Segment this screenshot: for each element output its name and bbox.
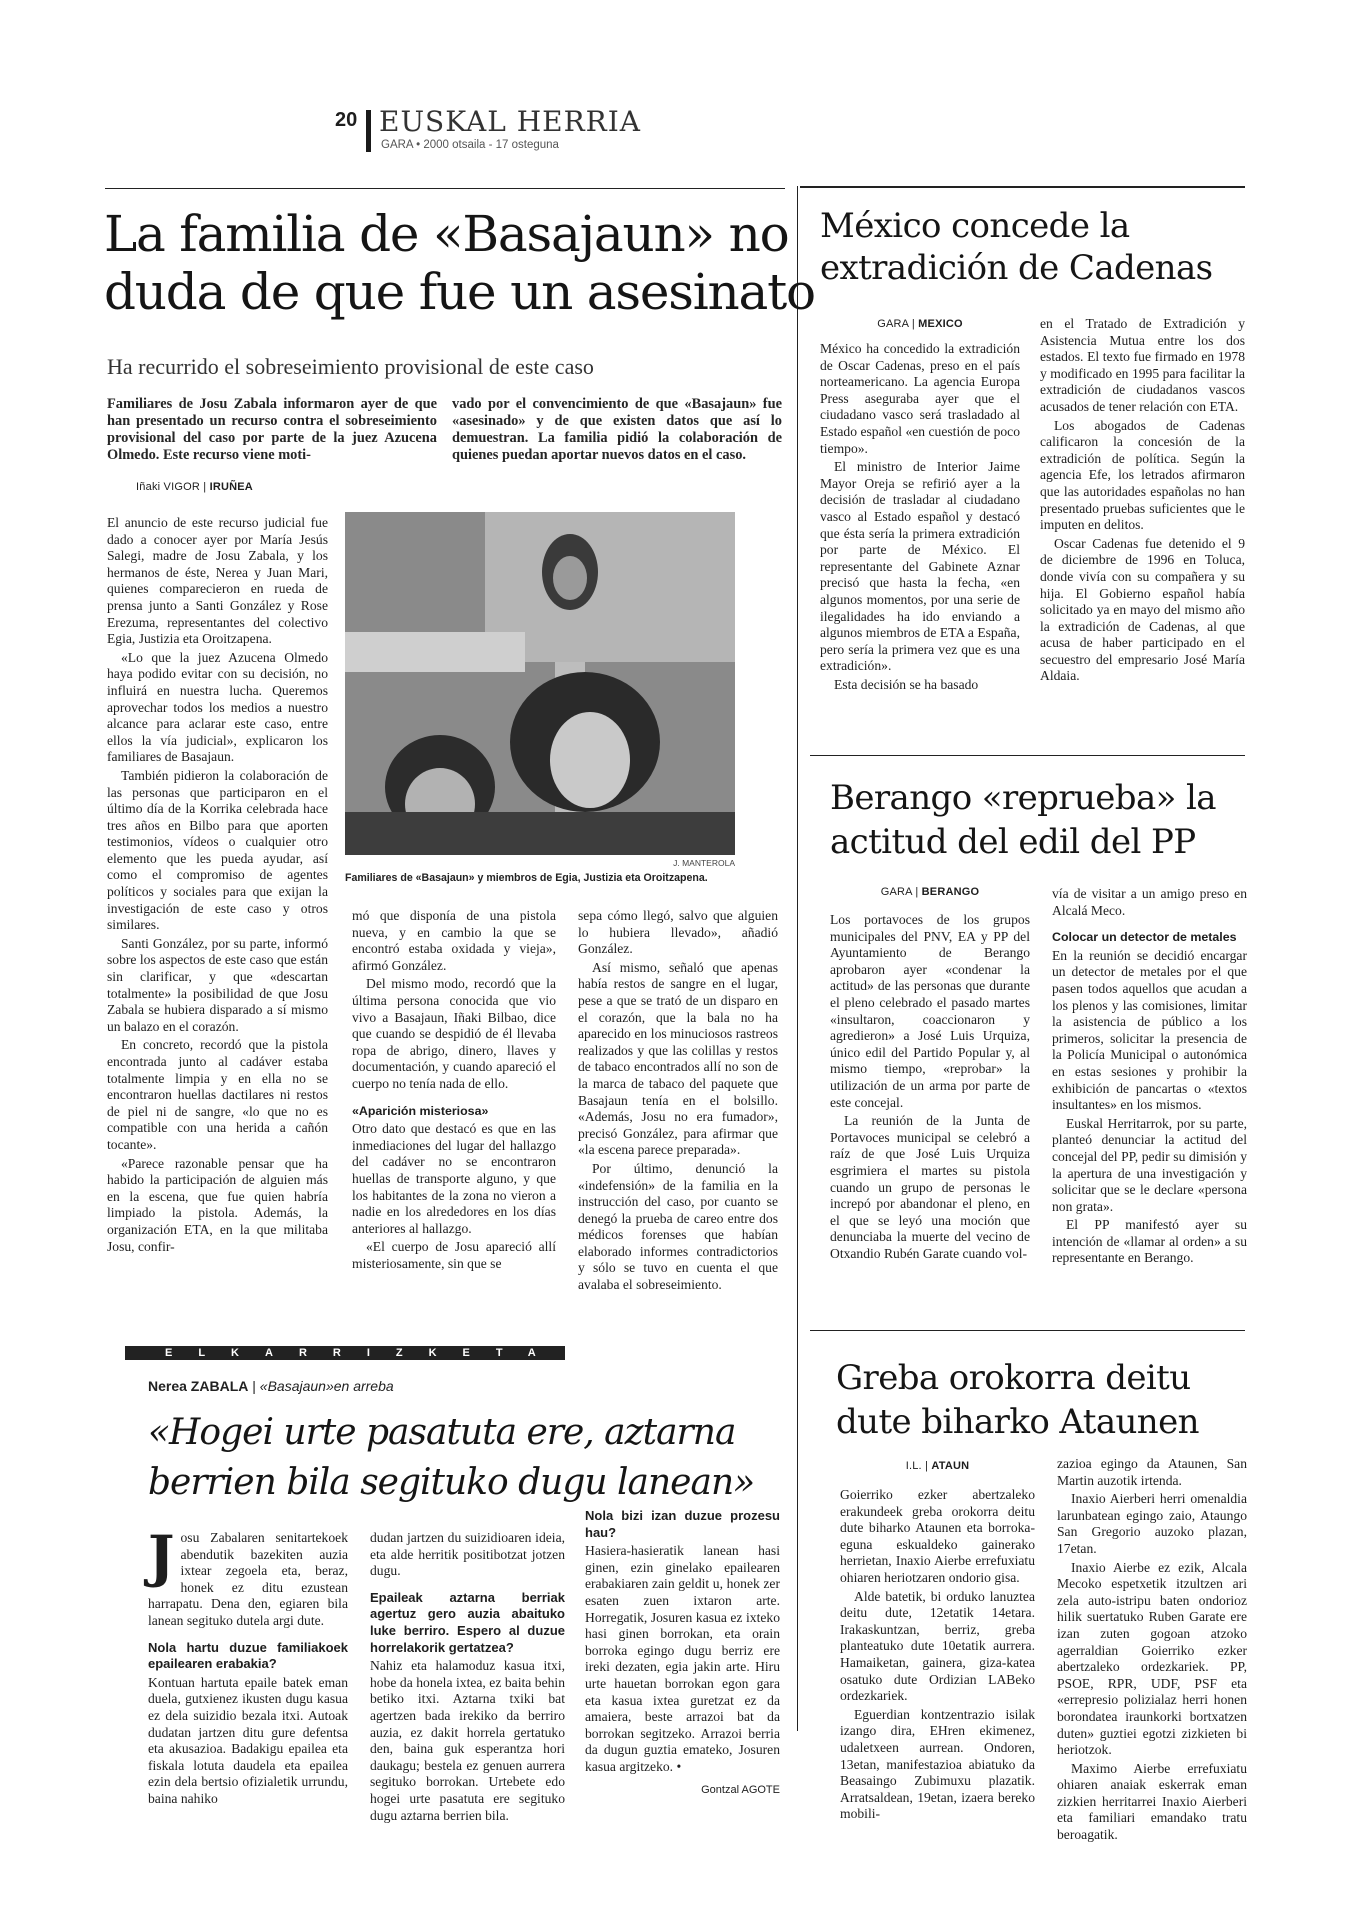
ataun-col1-p2: Alde batetik, bi orduko lanuztea deitu dute, 12etatik 14etara. Irakaskuntzan, berriz, greba planteatuko dute 10etatik aurrera. Hamaiketan, gainera, giza-katea osatuko dute Ordizian LABeko ordezkariek. [840,1588,1035,1704]
interview-column-1 [148,1524,348,1810]
main-col1-p3: También pidieron la colaboración de las personas que participaron en el último día de la Korrika celebrada hace tres años en Bilbo para que aporten testimonios, vídeos o cualquier otro elemento que les pueda ayudar, así como el compromiso de agentes políticos y sociales para que exijan la investigación de este caso y otros similares. [107,767,328,933]
mexico-col2-p3: Oscar Cadenas fue detenido el 9 de diciembre de 1996 en Toluca, donde vivía con su compañera y su hija. El Gobierno español había solicitado ya en mayo del mismo año la extradición de Cadenas, al que acusa de haber participado en el secuestro del empresario José María Aldaia. [1040,535,1245,684]
mexico-col2-p1: en el Tratado de Extradición y Asistencia Mutua entre los dos estados. El texto fue firmado en 1978 y modificado en 1995 para facilitar la extradición de ciudadanos vascos acusados de tener relación con ETA. [1040,316,1245,414]
berango-col2-p4: El PP manifestó ayer su intención de «llamar al orden» a su representante en Berango. [1052,1217,1247,1266]
mexico-column-2 [1040,316,1245,687]
main-byline-place: IRUÑEA [209,481,253,493]
interview-headline: «Hogei urte pasatuta ere, aztarna berrien bila segituko dugu lanean» [148,1412,755,1503]
answer-2: Nahiz eta halamoduz kasua itxi, hobe da honela ixtea, ez baita behin betiko itxi. Aztarna txiki bat agertzen bada irekiko da berriro auzia, ez dakit horrela gertatuko den, baina guk esperantza hori daukagu; bestela ez genuen aurrera segituko borrokan. Urtebete edo hogei urte pasatuta ere segituko dugu aztarna berrien bila. [370,1658,565,1823]
page-number: 20 [335,109,358,131]
ataun-col1-p3: Eguerdian kontzentrazio isilak izango dira, EHren ekimenez, udaletxeen aurrean. Ondoren, 13etan, manifestazioa abiatuko da Beasaingo Zubimuxu plazatik. Arratsaldean, 19etan, izaera bereko mobili- [840,1706,1035,1822]
main-subtitle: Ha recurrido el sobreseimiento provisional de este caso [107,354,594,379]
interview-banner [125,1346,565,1360]
ataun-col1-p1: Goierriko ezker abertzaleko erakundeek greba orokorra deitu dute biharko Ataunen eta borroka-eguna eskualdeko gainerako herrietan, Inaxio Aierbe errefuxiatu ohiaren heriotzaren ondorio gisa. [840,1487,1035,1585]
ataun-headline: Greba orokorra deitu dute biharko Ataunen [836,1358,1199,1442]
berango-column-1 [830,912,1030,1264]
main-col3-p2: Así mismo, señaló que apenas había restos de sangre en el lugar, pese a que se trató de un disparo en el corazón, que la bala no ha aparecido en los minuciosos rastreos realizados y que las colillas y restos de tabaco encontrados allí no son de la marca de tabaco del paquete que Basajaun tenía en el bolsillo. «Además, Josu no era fumador», precisó González, para afirmar que «la escena parece preparada». [578,959,778,1158]
interview-byline: Nerea ZABALA | «Basajaun»en arreba [148,1378,394,1394]
main-col2-p4: «El cuerpo de Josu apareció allí misteriosamente, sin que se [352,1239,556,1271]
berango-bottom-rule [810,1330,1245,1331]
mexico-byline-source: GARA [877,318,909,330]
mexico-column-1 [820,341,1020,695]
interview-banner-label: ELKARRIZKETA [165,1347,562,1359]
photo-illustration [345,512,735,855]
berango-byline: GARA | BERANGO [880,886,980,898]
ataun-col2-p3: Inaxio Aierbe ez ezik, Alcala Mecoko espetxetik itzultzen ari zela auto-istripu baten ondorioz hilik suertatuko Ruben Garate ere izan zuten gogoan atzoko agerraldian Goierriko ezker abertzaleko ordezkariek. PP, PSOE, RPR, UDF, PSF eta «errepresio polizialaz herri honen borondatea iraunkorki bortxatzen duten» guztiei egotzi zizkieten bi heriotzok. [1057,1559,1247,1758]
interview-signature: Gontzal AGOTE [701,1783,780,1796]
interview-intro [148,1524,348,1630]
ataun-col2-p2: Inaxio Aierberi herri omenaldia larunbatean egingo zaio, Ataungo San Gregorio auzoko plazan, 17etan. [1057,1491,1247,1556]
main-col2-p3: Otro dato que destacó es que en las inmediaciones del lugar del hallazgo del cadáver no se encontraron huellas de transporte alguno, y que los habitantes de la zona no vieron a nadie en los alrededores en los días anteriores al hallazgo. [352,1121,556,1236]
ataun-col2-p4: Maximo Aierbe errefuxiatu ohiaren anaiak eskerrak eman zizkien herritarrei Inaxio Aierberi eta familiari emandako tratu beroagatik. [1057,1760,1247,1843]
main-lead-right: vado por el convencimiento de que «Basajaun» fue «asesinado» y de que existen datos que así lo demuestran. La familia pidió la colaboración de quienes puedan aportar nuevos datos en el caso. [452,396,782,463]
interview-name: Nerea ZABALA [148,1378,249,1394]
mexico-col1-p2: El ministro de Interior Jaime Mayor Oreja se refirió ayer a la decisión de trasladar al ciudadano vasco al Estado español y destacó que ésta sería la primera extradición por parte de México. El representante del Gabinete Aznar precisó que hasta la fecha, «en algunos momentos, por una serie de ilegalidades ha ido enviando a algunos miembros de ETA a España, pero sería la primera vez que es una extradición». [820,459,1020,674]
dateline: GARA • 2000 otsaila - 17 osteguna [381,139,559,151]
masthead-bar [366,110,371,152]
question-2: Epaileak aztarna berriak agertuz gero auzia abaituko luke berriro. Espero al duzue horrelakorik gertatzea? [370,1589,565,1655]
main-column-3 [578,908,778,1296]
interview-column-2 [370,1530,565,1826]
section-title: EUSKAL HERRIA [379,105,642,138]
main-byline: Iñaki VIGOR | IRUÑEA [136,481,253,493]
main-col2-p1: mó que disponía de una pistola nueva, y en cambio la que se encontró estaba oxidada y vieja», afirmó González. [352,908,556,973]
question-3: Nola bizi izan duzue prozesu hau? [585,1508,780,1540]
berango-col2-p3: Euskal Herritarrok, por su parte, planteó denunciar la actitud del concejal del PP, pedir su dimisión y la apertura de una investigación y solicitar que se le declare «persona non grata». [1052,1115,1247,1214]
berango-column-2 [1052,886,1247,1269]
main-photo [345,512,735,855]
dropcap: J [148,1524,175,1590]
interview-role: «Basajaun»en arreba [259,1378,394,1394]
ataun-col2-p1: zazioa egingo da Ataunen, San Martin auzotik irtenda. [1057,1456,1247,1488]
photo-credit: J. MANTEROLA [673,858,735,868]
ataun-column-2 [1057,1456,1247,1846]
main-col1-p2: «Lo que la juez Azucena Olmedo haya podido evitar con su decisión, no influirá en nuestra lucha. Queremos aprovechar todos los medios a nuestro alcance para aclarar este caso, entre ellos la vía judicial», explicaron los familiares de Basajaun. [107,649,328,765]
main-column-1 [107,515,328,1257]
berango-col1-p2: La reunión de la Junta de Portavoces municipal se celebró a raíz de que José Luis Urquiza esgrimiera el martes su pistola cuando un grupo de personas le increpó por abandonar el pleno, en el que se leyó una moción que denunciaba la muerte del vecino de Otxandio Rubén Garate cuando vol- [830,1113,1030,1261]
interview-col2-p1: dudan jartzen du suizidioaren ideia, eta alde herritik positibotzat jotzen dugu. [370,1530,565,1579]
mexico-bottom-rule [810,755,1245,756]
main-col3-p3: Por último, denunció la «indefensión» de la familia en la instrucción del caso, por cuanto se denegó la prueba de careo entre dos médicos forenses que habían elaborado informes contradictorios y sólo se tuvo en cuenta el que avalaba el sobreseimiento. [578,1160,778,1293]
ataun-byline-place: ATAUN [931,1460,970,1472]
column-divider [797,186,798,1731]
interview-intro-text: osu Zabalaren senitartekoek abendutik bazekiten auzia ixtear zegoela eta, beraz, honek ez ditu ezustean harrapatu. Dena den, egiaren bila lanean segituko dutela argi dute. [148,1530,348,1628]
masthead [335,105,735,160]
berango-byline-place: BERANGO [921,886,980,898]
main-byline-author: Iñaki VIGOR [136,481,200,493]
main-col2-subhead: «Aparición misteriosa» [352,1103,489,1118]
mexico-headline: México concede la extradición de Cadenas [820,206,1213,288]
question-1: Nola hartu duzue familiakoek epailearen erabakia? [148,1639,348,1672]
top-rule-left [105,188,785,189]
main-col1-p1: El anuncio de este recurso judicial fue dado a conocer ayer por María Jesús Salegi, madre de Josu Zabala, y los hermanos de éste, Nerea y Juan Mari, quienes comparecieron en rueda de prensa junto a Santi González y Rose Erezuma, representantes del colectivo Egia, Justizia eta Oroitzapena. [107,515,328,647]
main-col1-p5: En concreto, recordó que la pistola encontrada junto al cadáver estaba totalmente limpia y en ella no se encontraron huellas dactilares ni restos de piel ni de sangre, «lo que no es compatible con una herida a cañón tocante». [107,1037,328,1152]
mexico-col2-p2: Los abogados de Cadenas calificaron la concesión de la extradición de política. Según la agencia Efe, los letrados afirmaron que las autoridades españolas no han presentado pruebas suficientes que le imputen en delitos. [1040,417,1245,533]
ataun-byline-source: I.L. [905,1460,922,1472]
mexico-byline: GARA | MEXICO [877,318,963,330]
berango-col2-p2: En la reunión se decidió encargar un detector de metales por el que pasen todos aquellos que acudan a los plenos y las comisiones, limitar la asistencia de público a los primeros, solicitar la presencia de la Policía Municipal o autonómica en estas sesiones y prohibir la exhibición de pancartas o «textos insultantes» en los mismos. [1052,947,1247,1113]
mexico-col1-p1: México ha concedido la extradición de Oscar Cadenas, preso en el país norteamericano. La agencia Europa Press aseguraba ayer que el ciudadano vasco será trasladado al Estado español «en cuestión de poco tiempo». [820,341,1020,456]
top-rule-right [800,186,1245,188]
answer-1: Kontuan hartuta epaile batek eman duela, gutxienez ikusten dugu kasua ez dela suizidio bezala itxi. Autoak dudatan jartzen ditu gure defentsa eta akusazioa. Badakigu epailea eta fiskala lotuta daudela eta epailea ezin dela bertsio ofizialetik urrundu, baina nahiko [148,1674,348,1806]
ataun-byline: I.L. | ATAUN [905,1460,970,1472]
mexico-byline-place: MEXICO [918,318,963,330]
berango-headline: Berango «reprueba» la actitud del edil del PP [830,778,1216,862]
main-col3-p1: sepa cómo llegó, salvo que alguien lo hubiera llevado», añadió González. [578,908,778,957]
interview-column-3 [585,1508,780,1798]
main-headline: La familia de «Basajaun» no duda de que fue un asesinato [104,205,815,321]
main-col1-p4: Santi González, por su parte, informó sobre los aspectos de este caso que están sin clarificar, y que «descartan totalmente» la posibilidad de que Josu Zabala se hubiera disparado a sí mismo un balazo en el corazón. [107,935,328,1034]
answer-3: Hasiera-hasieratik lanean hasi ginen, ezin ginelako epailearen erabakiaren zain geldit u, honek zer esaten zuen ixtaron arte. Horregatik, Josuren kasua ez ixteko hasi ginen borrokan, eta orain borroka egingo dugu berriz ere ireki dezaten, egia jakin arte. Hiru urte hauetan borrokan egon gara eta kasua ixtea guretzat ez da amaiera, beste arrazoi bat da borrokan segitzeko. Arrazoi berria da dugun guztia emateko, Josuren kasua argitzeko. • [585,1543,780,1774]
main-lead-left: Familiares de Josu Zabala informaron ayer de que han presentado un recurso contra el sobreseimiento provisional del caso por parte de la juez Azucena Olmedo. Este recurso viene moti- [107,396,437,463]
main-column-2 [352,908,556,1274]
main-col2-p2: Del mismo modo, recordó que la última persona conocida que vio vivo a Basajaun, Iñaki Bilbao, dice que cuando se despidió de él llevaba ropa de abrigo, dinero, llaves y documentación, y cuando apareció el cuerpo no tenía nada de ello. [352,976,556,1091]
photo-caption: Familiares de «Basajaun» y miembros de Egia, Justizia eta Oroitzapena. [345,872,708,884]
berango-col1-p1: Los portavoces de los grupos municipales del PNV, EA y PP del Ayuntamiento de Berango aprobaron ayer «condenar la actitud» de las personas que durante el pleno celebrado el pasado martes «insultaron, coaccionaron y agredieron» a José Luis Urquiza, único edil del Partido Popular y, al mismo tiempo, «reprobar» la utilización de un arma por parte de este concejal. [830,912,1030,1110]
berango-col2-p1: vía de visitar a un amigo preso en Alcalá Meco. [1052,886,1247,918]
mexico-col1-p3: Esta decisión se ha basado [834,676,979,692]
main-col1-p6: «Parece razonable pensar que ha habido la participación de alguien más en la escena, que fue quien habría limpiado la pistola. Además, la organización ETA, en la que militaba Josu, confir- [107,1155,328,1254]
berango-col2-subhead: Colocar un detector de metales [1052,930,1237,945]
berango-byline-source: GARA [880,886,913,898]
ataun-column-1 [840,1487,1035,1825]
